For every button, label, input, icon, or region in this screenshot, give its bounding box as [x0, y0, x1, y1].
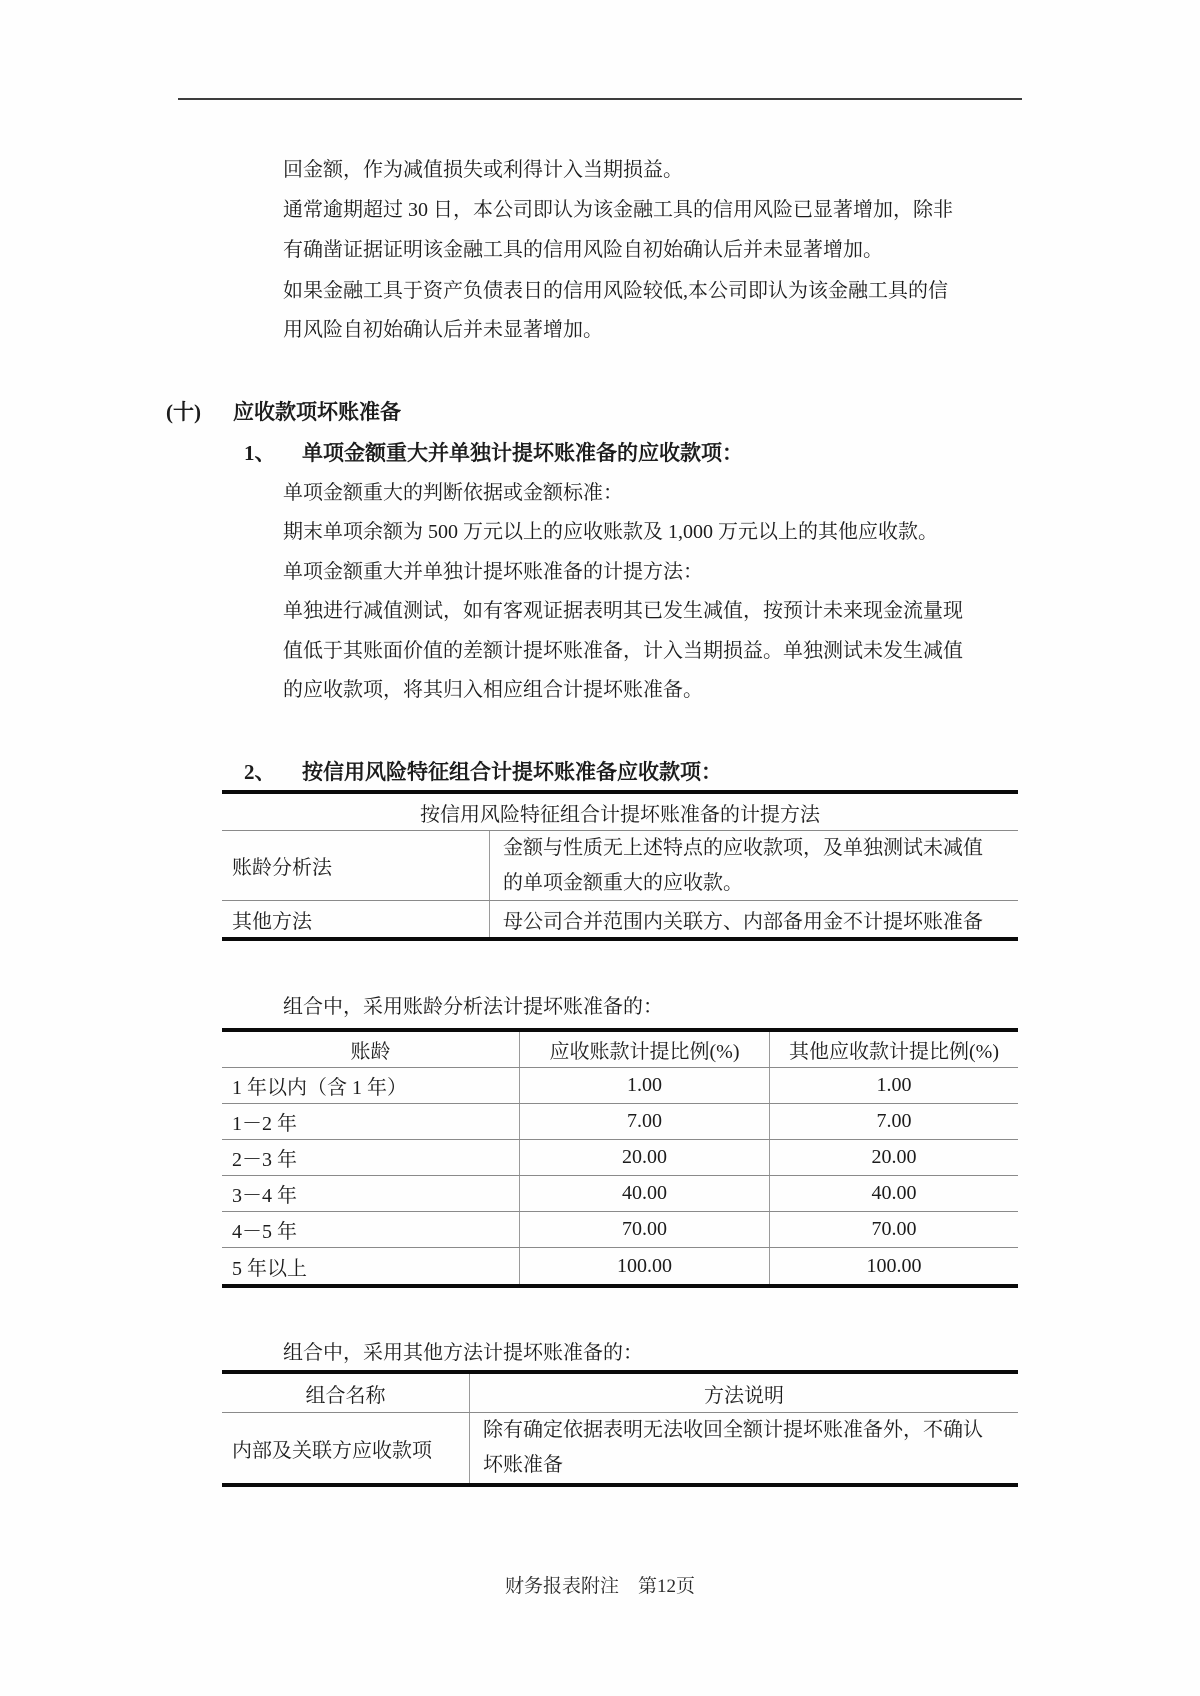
item1-line: 单独进行减值测试，如有客观证据表明其已发生减值，按预计未来现金流量现 [283, 600, 963, 622]
item2-title: 按信用风险特征组合计提坏账准备应收款项： [302, 760, 722, 784]
aging-bucket-cell: 1 年以内（含 1 年） [222, 1068, 520, 1103]
aging-ratio-cell: 1.00 [520, 1068, 770, 1103]
aging-header-row [222, 1032, 1018, 1068]
aging-col-header: 账龄 [222, 1032, 520, 1067]
other-desc-cell [470, 1413, 1018, 1483]
item1-line: 单项金额重大的判断依据或金额标准： [283, 482, 623, 504]
aging-col-header: 其他应收款计提比例(%) [789, 1041, 999, 1063]
method-desc-line: 的单项金额重大的应收款。 [503, 871, 743, 894]
item1-marker: 1、 [244, 441, 276, 465]
table-row [222, 1248, 1018, 1284]
method-table-header-row [222, 794, 1018, 831]
aging-ratio-cell: 70.00 [520, 1212, 770, 1247]
section-marker: (十) [166, 400, 201, 424]
aging-ratio-cell: 70.00 [871, 1218, 917, 1240]
aging-ratio-cell: 1.00 [876, 1074, 912, 1096]
other-desc-line: 坏账准备 [483, 1454, 563, 1476]
other-table [222, 1370, 1018, 1487]
table-row [222, 1413, 1018, 1483]
section-title: 应收款项坏账准备 [233, 400, 401, 424]
method-table [222, 790, 1018, 941]
method-desc-cell [490, 831, 1018, 900]
other-desc-line: 除有确定依据表明无法收回全额计提坏账准备外，不确认 [483, 1419, 983, 1441]
table-row [222, 1176, 1018, 1212]
method-label-cell: 其他方法 [222, 901, 490, 937]
header-rule [178, 98, 1022, 100]
other-label-cell: 内部及关联方应收款项 [222, 1413, 470, 1483]
item2-marker: 2、 [244, 760, 276, 784]
method-desc-cell: 母公司合并范围内关联方、内部备用金不计提坏账准备 [503, 910, 983, 933]
aging-ratio-cell: 40.00 [871, 1182, 917, 1204]
other-col-header: 方法说明 [704, 1384, 784, 1407]
aging-ratio-cell: 7.00 [876, 1110, 912, 1132]
other-header-row [222, 1374, 1018, 1413]
footer-page-label: 财务报表附注 第12页 [504, 1576, 695, 1597]
aging-bucket-cell: 1－2 年 [222, 1104, 520, 1139]
item1-line: 的应收款项，将其归入相应组合计提坏账准备。 [283, 679, 703, 701]
aging-bucket-cell: 3－4 年 [222, 1176, 520, 1211]
aging-ratio-cell: 20.00 [520, 1140, 770, 1175]
intro-line: 通常逾期超过 30 日，本公司即认为该金融工具的信用风险已显著增加，除非 [283, 199, 953, 221]
other-caption: 组合中，采用其他方法计提坏账准备的： [283, 1342, 643, 1364]
table-row [222, 1068, 1018, 1104]
aging-ratio-cell: 40.00 [520, 1176, 770, 1211]
table-row [222, 1140, 1018, 1176]
aging-ratio-cell: 7.00 [520, 1104, 770, 1139]
table-row [222, 1212, 1018, 1248]
method-table-header: 按信用风险特征组合计提坏账准备的计提方法 [420, 803, 820, 826]
intro-line: 回金额，作为减值损失或利得计入当期损益。 [283, 159, 683, 181]
table-row [222, 831, 1018, 901]
item1-line: 值低于其账面价值的差额计提坏账准备，计入当期损益。单独测试未发生减值 [283, 640, 963, 662]
other-col-header: 组合名称 [222, 1374, 470, 1412]
aging-bucket-cell: 2－3 年 [222, 1140, 520, 1175]
intro-line: 有确凿证据证明该金融工具的信用风险自初始确认后并未显著增加。 [283, 239, 883, 261]
aging-caption: 组合中，采用账龄分析法计提坏账准备的： [283, 996, 663, 1018]
aging-ratio-cell: 100.00 [866, 1254, 922, 1277]
aging-bucket-cell: 4－5 年 [222, 1212, 520, 1247]
method-label-cell: 账龄分析法 [222, 831, 490, 900]
intro-line: 用风险自初始确认后并未显著增加。 [283, 319, 603, 341]
method-desc-line: 金额与性质无上述特点的应收款项，及单独测试未减值 [503, 836, 983, 859]
table-row [222, 901, 1018, 937]
aging-ratio-cell: 100.00 [520, 1248, 770, 1284]
aging-col-header: 应收账款计提比例(%) [520, 1032, 770, 1067]
aging-table [222, 1028, 1018, 1288]
aging-bucket-cell: 5 年以上 [222, 1248, 520, 1284]
aging-ratio-cell: 20.00 [871, 1146, 917, 1168]
item1-line: 单项金额重大并单独计提坏账准备的计提方法： [283, 561, 703, 583]
table-row [222, 1104, 1018, 1140]
item1-title: 单项金额重大并单独计提坏账准备的应收款项： [302, 441, 743, 465]
intro-line: 如果金融工具于资产负债表日的信用风险较低,本公司即认为该金融工具的信 [283, 280, 948, 302]
item1-line: 期末单项余额为 500 万元以上的应收账款及 1,000 万元以上的其他应收款。 [283, 521, 938, 543]
